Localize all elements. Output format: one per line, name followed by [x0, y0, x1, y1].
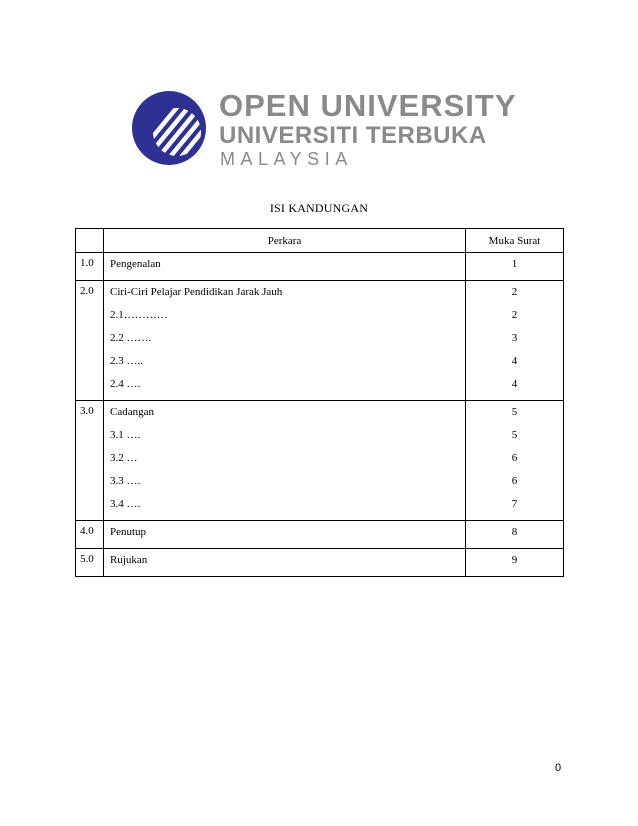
- page-value: 3: [511, 332, 518, 344]
- open-university-logo: [131, 88, 517, 173]
- section-items: [104, 549, 466, 577]
- page-value: 8: [511, 526, 518, 538]
- section-number: 1.0: [76, 253, 104, 281]
- page-value: 6: [511, 452, 518, 464]
- page-value: 9: [511, 554, 518, 566]
- section-title: Cadangan: [110, 406, 154, 418]
- section-items: [104, 401, 466, 521]
- section-title: Rujukan: [110, 554, 148, 566]
- section-items: [104, 281, 466, 401]
- page-value: 5: [511, 429, 518, 441]
- table-row: [76, 549, 564, 577]
- section-title: Ciri-Ciri Pelajar Pendidikan Jarak Jauh: [110, 286, 283, 298]
- page-value: 2: [511, 309, 518, 321]
- subsection-line: 3.2 …: [110, 452, 138, 464]
- section-pages: [466, 401, 564, 521]
- subsection-line: 2.1…………: [110, 309, 168, 321]
- page-value: 5: [511, 406, 518, 418]
- header-page: Muka Surat: [466, 229, 564, 253]
- page-value: 6: [511, 475, 518, 487]
- section-number: 3.0: [76, 401, 104, 521]
- oum-emblem-icon: [131, 90, 207, 166]
- section-number: 5.0: [76, 549, 104, 577]
- logo-line-3: MALAYSIA: [220, 149, 353, 169]
- section-items: [104, 521, 466, 549]
- subsection-line: 3.3 ….: [110, 475, 141, 487]
- table-row: [76, 401, 564, 521]
- subsection-line: 2.2 …….: [110, 332, 152, 344]
- page-value: 4: [511, 355, 518, 367]
- subsection-line: 2.4 ….: [110, 378, 141, 390]
- section-number: 4.0: [76, 521, 104, 549]
- table-row: [76, 521, 564, 549]
- section-title: Pengenalan: [110, 258, 161, 270]
- page-number: 0: [555, 762, 562, 774]
- page-value: 2: [511, 286, 518, 298]
- table-row: [76, 253, 564, 281]
- section-title: Penutup: [110, 526, 147, 538]
- page-value: 4: [511, 378, 518, 390]
- page-value: 7: [511, 498, 518, 510]
- header-item: Perkara: [104, 229, 466, 253]
- section-pages: [466, 521, 564, 549]
- table-row: [76, 281, 564, 401]
- table-header-row: [76, 229, 564, 253]
- logo-line-1: OPEN UNIVERSITY: [219, 88, 517, 123]
- subsection-line: 3.1 ….: [110, 429, 141, 441]
- subsection-line: 3.4 ….: [110, 498, 141, 510]
- section-items: [104, 253, 466, 281]
- subsection-line: 2.3 …..: [110, 355, 143, 367]
- section-pages: [466, 253, 564, 281]
- section-number: 2.0: [76, 281, 104, 401]
- logo-line-2: UNIVERSITI TERBUKA: [219, 122, 487, 149]
- section-pages: [466, 281, 564, 401]
- header-number-cell: [76, 229, 104, 253]
- page-value: 1: [511, 258, 518, 270]
- page-title: ISI KANDUNGAN: [269, 201, 369, 215]
- table-of-contents: [75, 228, 564, 577]
- section-pages: [466, 549, 564, 577]
